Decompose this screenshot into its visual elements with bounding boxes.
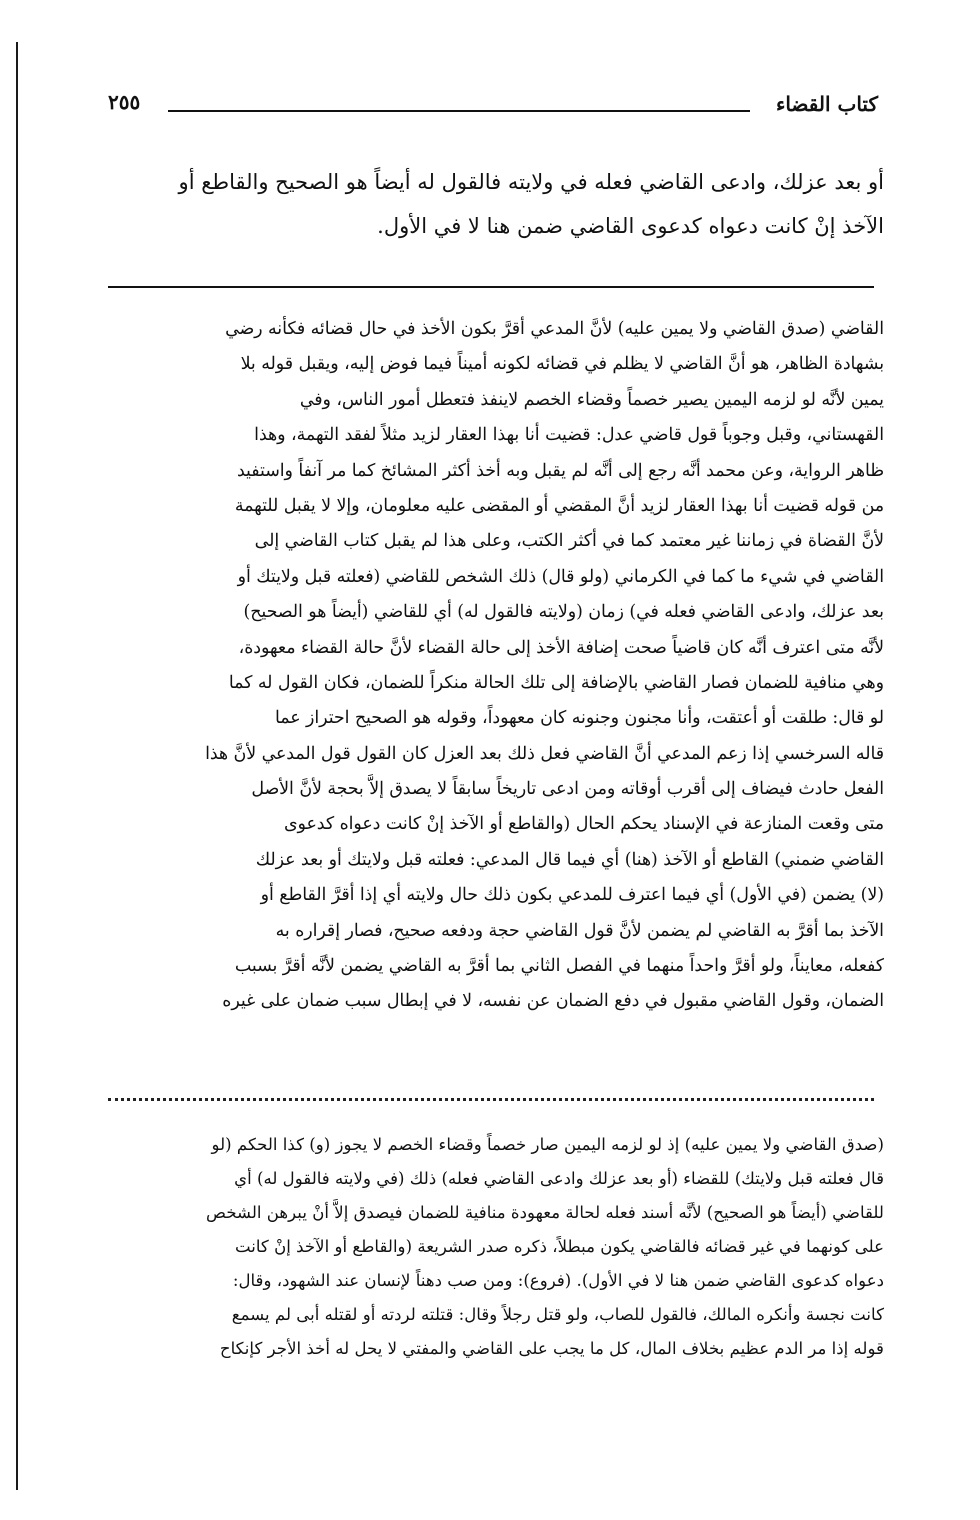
commentary-line: للقاضي (أيضاً هو الصحيح) لأنَّه أسند فعله لحالة معهودة منافية للضمان فيصدق إلاَّ أنْ يبرهن الشخص xyxy=(205,1203,884,1222)
main-text-line: أو بعد عزلك، وادعى القاضي فعله في ولايته فالقول له أيضاً هو الصحيح والقاطع أو xyxy=(178,170,884,194)
commentary-line: لأنَّه متى اعترف أنَّه كان قاضياً صحت إضافة الأخذ إلى حالة القضاء لأنَّ حالة القضاء معهودة، xyxy=(238,637,884,658)
dotted-separator xyxy=(108,1098,874,1109)
commentary-line: قاله السرخسي إذا زعم المدعي أنَّ القاضي فعل ذلك بعد العزل كان القول قول المدعي لأنَّ هذا xyxy=(205,743,884,764)
commentary-line: دعواه كدعوى القاضي ضمن هنا لا في الأول). (فروع): ومن صب دهناً لإنسان عند الشهود، وقال: xyxy=(232,1271,884,1290)
commentary-line: من قوله قضيت أنا بهذا العقار لزيد أنَّ المقضي أو المقضى عليه معلومان، وإلا لا يقبل للتهمة xyxy=(234,495,884,516)
commentary-line: كانت نجسة وأنكره المالك، فالقول للصاب، ولو قتل رجلاً وقال: قتلته لردته أو لقتله أبى لم يسمع xyxy=(231,1305,884,1324)
commentary-line: القاضي في شيء ما كما في الكرماني (ولو قال) ذلك الشخص للقاضي (فعلته قبل ولايتك أو xyxy=(237,566,884,587)
main-text-line: الآخذ إنْ كانت دعواه كدعوى القاضي ضمن هنا لا في الأول. xyxy=(377,214,884,238)
commentary-line: كفعله، معايناً، ولو أقرَّ واحداً منهما في الفصل الثاني بما أقرَّ به القاضي يضمن لأنَّه أقرَّ بسبب xyxy=(234,956,884,977)
commentary-line: القهستاني، وقبل وجوباً قول قاضي عدل: قضيت أنا بهذا العقار لزيد مثلاً لفقد التهمة، وهذا xyxy=(254,425,884,446)
commentary-line: (صدق القاضي ولا يمين عليه) إذ لو لزمه اليمين صار خصماً وقضاء الخصم لا يجوز (و) كذا الحكم (لو xyxy=(211,1135,884,1154)
commentary-block-1 xyxy=(100,312,884,1020)
commentary-line: لأنَّ القضاة في زماننا غير معتمد كما في أكثر الكتب، وعلى هذا لم يقبل كتاب القاضي إلى xyxy=(254,531,884,552)
commentary-line: يمين لأنَّه لو لزمه اليمين يصير خصماً وقضاء الخصم لاينفذ فتعطل أمور الناس، وفي xyxy=(299,389,884,410)
commentary-line: متى وقعت المنازعة في الإسناد يحكم الحال (والقاطع أو الآخذ إنْ كانت دعواه كدعوى xyxy=(284,814,884,835)
commentary-line: الفعل حادث فيضاف إلى أقرب أوقاته ومن ادعى تاريخاً سابقاً لا يصدق إلاَّ بحجة لأنَّ الأصل xyxy=(251,779,884,800)
commentary-line: الضمان، وقول القاضي مقبول في دفع الضمان عن نفسه، لا في إبطال سبب ضمان على غيره xyxy=(222,991,884,1012)
page-binding-edge-line xyxy=(16,42,18,1490)
main-text xyxy=(100,160,884,248)
commentary-line: لو قال: طلقت أو أعتقت، وأنا مجنون وجنونه كان معهوداً، وقوله هو الصحيح احتراز عما xyxy=(274,708,884,729)
header-rule xyxy=(168,110,750,112)
commentary-line: القاضي ضمني) القاطع أو الآخذ (هنا) أي فيما قال المدعي: فعلته قبل ولايتك أو بعد عزلك xyxy=(255,849,884,870)
commentary-line: قال فعلته قبل ولايتك) للقضاء (أو بعد عزلك وادعى القاضي فعله) ذلك (في ولايته فالقول له) أي xyxy=(234,1169,884,1188)
commentary-line: (لا) يضمن (في الأول) أي فيما اعترف للمدعي بكون ذلك حال ولايته أي إذا أقرَّ القاطع أو xyxy=(260,885,884,906)
commentary-line: الآخذ بما أقرَّ به القاضي لم يضمن لأنَّ قول القاضي حجة ودفعه صحيح، فصار إقراره به xyxy=(275,920,884,941)
commentary-line: على كونهما في غير قضائه فالقاضي يكون مبطلاً، ذكره صدر الشريعة (والقاطع أو الآخذ إنْ كانت xyxy=(234,1237,884,1256)
header-title: كتاب القضاء xyxy=(775,92,878,116)
commentary-line: بشهادة الظاهر، هو أنَّ القاضي لا يظلم في قضائه لكونه أميناً فيما فوض إليه، ويقبل قوله بلا xyxy=(240,354,884,375)
page-number: ٢٥٥ xyxy=(108,90,141,114)
commentary-line: وهي منافية للضمان فصار القاضي بالإضافة إلى تلك الحالة منكراً للضمان، فكان القول له كما xyxy=(228,672,884,693)
commentary-line: ظاهر الرواية، وعن محمد أنَّه رجع إلى أنَّه لم يقبل وبه أخذ أكثر المشائخ كما مر آنفاً واستفيد xyxy=(236,460,884,481)
commentary-line: بعد عزلك، وادعى القاضي فعله في) زمان (ولايته فالقول له) أي للقاضي (أيضاً هو الصحيح) xyxy=(243,602,884,623)
commentary-line: القاضي (صدق القاضي ولا يمين عليه) لأنَّ المدعي أقرَّ بكون الأخذ في حال قضائه فكأنه رضي xyxy=(225,319,884,339)
page-header xyxy=(108,88,878,128)
commentary-block-2 xyxy=(100,1128,884,1366)
commentary-line: قوله إذا مر الدم عظيم بخلاف المال، كل ما يجب على القاضي والمفتي لا يحل له أخذ الأجر كإنكاح xyxy=(219,1339,884,1358)
main-text-separator-rule xyxy=(108,286,874,288)
